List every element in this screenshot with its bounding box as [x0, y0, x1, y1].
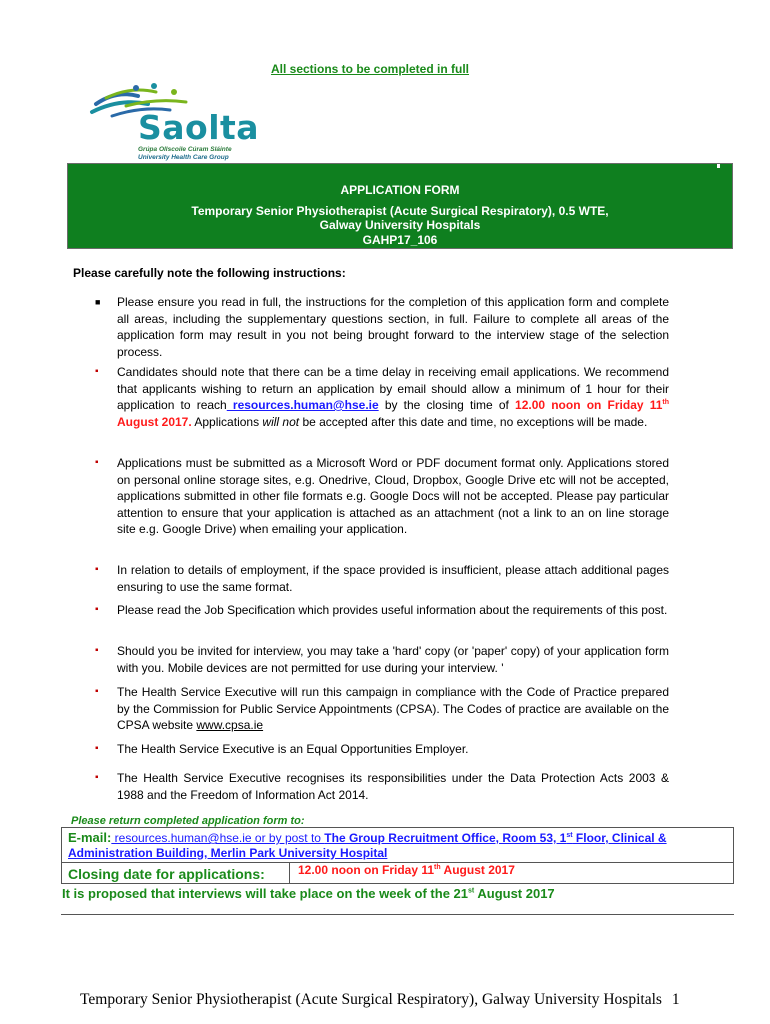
interview-note	[62, 886, 555, 901]
email-post-row	[68, 830, 723, 861]
closing-date-value	[298, 863, 515, 877]
square-bullet-icon: ▪	[95, 366, 99, 377]
logo-subtitle-irish: Grúpa Ollscoile Cúram Sláinte	[138, 146, 232, 153]
list-item	[95, 741, 669, 758]
instruction-text: The Health Service Executive will run this campaign in compliance with the Code of Practice prepared by the Commission for Public Service Appointments (CPSA). The Codes of practice are available on the CPSA website	[117, 685, 669, 732]
cpsa-website-link[interactable]: www.cpsa.ie	[196, 718, 264, 732]
square-bullet-icon: ▪	[95, 772, 99, 783]
page-footer	[80, 991, 680, 1009]
postal-address-line: The Group Recruitment Office, Room 53, 1	[324, 831, 567, 845]
divider	[61, 914, 734, 915]
square-bullet-icon: ▪	[95, 645, 99, 656]
contact-box	[61, 827, 734, 884]
interview-note-text: It is proposed that interviews will take place on the week of the 21	[62, 886, 468, 901]
list-item	[95, 770, 669, 803]
interview-note-text: August 2017	[474, 886, 555, 901]
list-item	[95, 562, 669, 595]
email-label: E-mail:	[68, 830, 112, 845]
instruction-text: be accepted after this date and time, no exceptions will be made.	[299, 414, 648, 429]
square-bullet-icon: ▪	[95, 743, 99, 754]
instruction-text: Applications must be submitted as a Microsoft Word or PDF document format only. Applications stored on personal online storage sites, e.g. Onedrive, Cloud, Dropbox, Google Drive etc will not be accepted, applications submitted in other file formats e.g. Google Docs will not be accepted. Please pay particular attention to ensure that your application is attached as an attachment (not a link to an on line storage site e.g. Google Drive) when emailing your application.	[117, 456, 669, 536]
instruction-text: The Health Service Executive is an Equal Opportunities Employer.	[117, 742, 469, 756]
list-item	[95, 455, 669, 538]
banner-location: Galway University Hospitals	[319, 218, 481, 232]
banner-post-title: Temporary Senior Physiotherapist (Acute Surgical Respiratory), 0.5 WTE,	[191, 203, 609, 218]
instruction-text: Applications	[191, 414, 263, 429]
instruction-text: The Health Service Executive recognises its responsibilities under the Data Protection Acts 2003 & 1988 and the Freedom of Information Act 2014.	[117, 771, 669, 802]
list-item	[95, 602, 669, 619]
instruction-text: Please read the Job Specification which provides useful information about the requirements of this post.	[117, 603, 668, 617]
deadline-date: 12.00 noon on Friday 11	[515, 398, 663, 412]
logo-wordmark: Saolta	[138, 108, 260, 147]
ordinal-suffix: st	[468, 887, 475, 895]
instruction-text: by the closing time of	[378, 398, 516, 412]
square-bullet-icon: ▪	[95, 457, 99, 468]
instructions-heading: Please carefully note the following instructions:	[73, 266, 346, 280]
instruction-text: Should you be invited for interview, you may take a 'hard' copy (or 'paper' copy) of your application form with you. Mobile devices are not permitted for use during your interview. '	[117, 644, 669, 675]
logo-subtitle	[138, 146, 232, 162]
closing-date-text: August 2017	[440, 863, 515, 877]
closing-date-label: Closing date for applications:	[68, 866, 265, 882]
instruction-text: Candidates should note that there can be a time delay in receiving email applications. We recommend that applicants wishing to return an application by email should allow a minimum of 1 hour for their application to reach	[117, 365, 669, 412]
square-bullet-icon: ▪	[95, 604, 99, 615]
page-number: 1	[671, 991, 680, 1008]
postal-address-line: Floor, Clinical & Administration Building, Merlin Park University Hospital	[68, 831, 667, 860]
instruction-text: In relation to details of employment, if the space provided is insufficient, please attach additional pages ensuring to use the same format.	[117, 563, 669, 594]
saolta-logo	[86, 82, 276, 162]
divider	[289, 862, 290, 884]
footer-title: Temporary Senior Physiotherapist (Acute Surgical Respiratory), Galway University Hospitals	[80, 991, 662, 1008]
email-link[interactable]: resources.human@hse.ie or by post to	[111, 831, 325, 845]
banner-reference: GAHP17_106	[362, 232, 438, 247]
ordinal-suffix: st	[566, 832, 573, 839]
deadline-month: August 2017.	[117, 414, 192, 429]
ordinal-suffix: th	[434, 864, 441, 871]
banner-corner-mark	[717, 164, 720, 168]
list-item	[95, 643, 669, 676]
instruction-text: Please ensure you read in full, the instructions for the completion of this application form and complete all areas, including the supplementary questions section, in full. Failure to complete all areas of the application form may result in you not being brought forward to the interview stage of the selection process.	[117, 295, 669, 359]
square-bullet-icon: ▪	[95, 686, 99, 697]
square-bullet-icon: ■	[95, 297, 101, 307]
emphasis-text: will not	[262, 414, 300, 429]
list-item	[95, 294, 669, 360]
logo-subtitle-english: University Health Care Group	[138, 154, 229, 161]
list-item	[95, 684, 669, 734]
closing-date-text: 12.00 noon on Friday 11	[298, 863, 435, 877]
banner-title: APPLICATION FORM	[340, 183, 460, 197]
application-form-banner	[67, 163, 733, 249]
list-item	[95, 364, 670, 430]
ordinal-suffix: th	[662, 399, 670, 406]
top-note: All sections to be completed in full	[270, 62, 470, 76]
return-heading: Please return completed application form to:	[71, 815, 305, 827]
square-bullet-icon: ▪	[95, 564, 99, 575]
email-link[interactable]: resources.human@hse.ie	[226, 398, 379, 412]
